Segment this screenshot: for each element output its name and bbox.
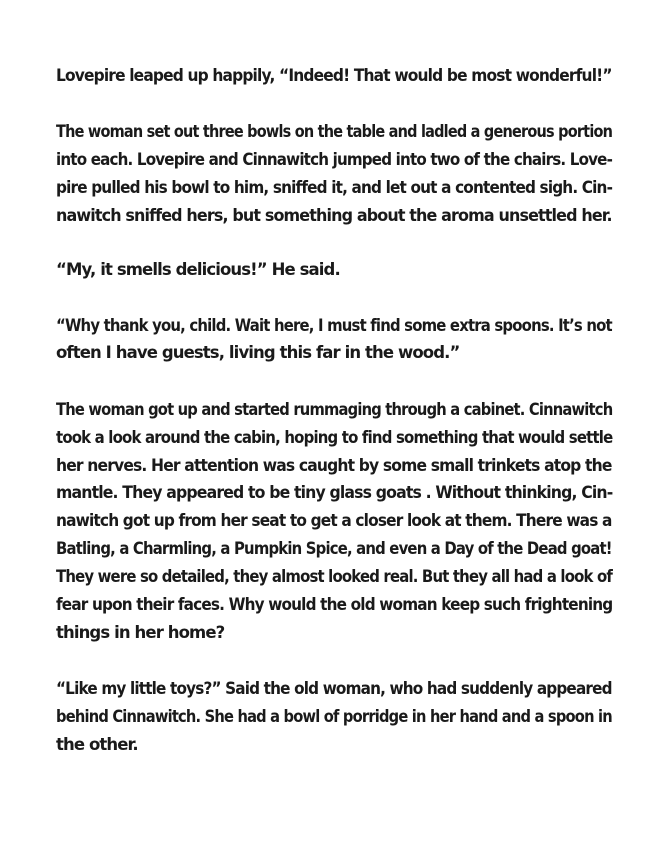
text-line: nawitch sniffed hers, but something about the aroma unsettled her.	[56, 206, 612, 225]
text-line: her nerves. Her attention was caught by some small trinkets atop the	[56, 456, 612, 475]
text-line: took a look around the cabin, hoping to find something that would settle	[56, 428, 613, 447]
text-line: “Why thank you, child. Wait here, I must find some extra spoons. It’s not	[56, 316, 612, 335]
text-line: fear upon their faces. Why would the old woman keep such frightening	[56, 595, 613, 614]
text-line: things in her home?	[56, 623, 225, 642]
text-line: the other.	[56, 735, 138, 754]
text-line: into each. Lovepire and Cinnawitch jumped into two of the chairs. Love-	[56, 150, 613, 169]
text-line: Lovepire leaped up happily, “Indeed! That would be most wonderful!”	[56, 66, 612, 85]
text-line: The woman set out three bowls on the table and ladled a generous portion	[56, 122, 613, 141]
text-line: pire pulled his bowl to him, sniffed it, and let out a contented sigh. Cin-	[56, 178, 613, 197]
text-line: nawitch got up from her seat to get a closer look at them. There was a	[56, 511, 612, 530]
text-line: The woman got up and started rummaging through a cabinet. Cinnawitch	[56, 400, 613, 419]
text-line: often I have guests, living this far in the wood.”	[56, 343, 460, 362]
text-line: “My, it smells delicious!” He said.	[56, 260, 340, 279]
text-line: “Like my little toys?” Said the old woman, who had suddenly appeared	[56, 679, 612, 698]
text-line: behind Cinnawitch. She had a bowl of porridge in her hand and a spoon in	[56, 707, 612, 726]
text-line: Batling, a Charmling, a Pumpkin Spice, and even a Day of the Dead goat!	[56, 539, 612, 558]
text-line: mantle. They appeared to be tiny glass goats . Without thinking, Cin-	[56, 483, 613, 502]
text-line: They were so detailed, they almost looked real. But they all had a look of	[56, 567, 613, 586]
